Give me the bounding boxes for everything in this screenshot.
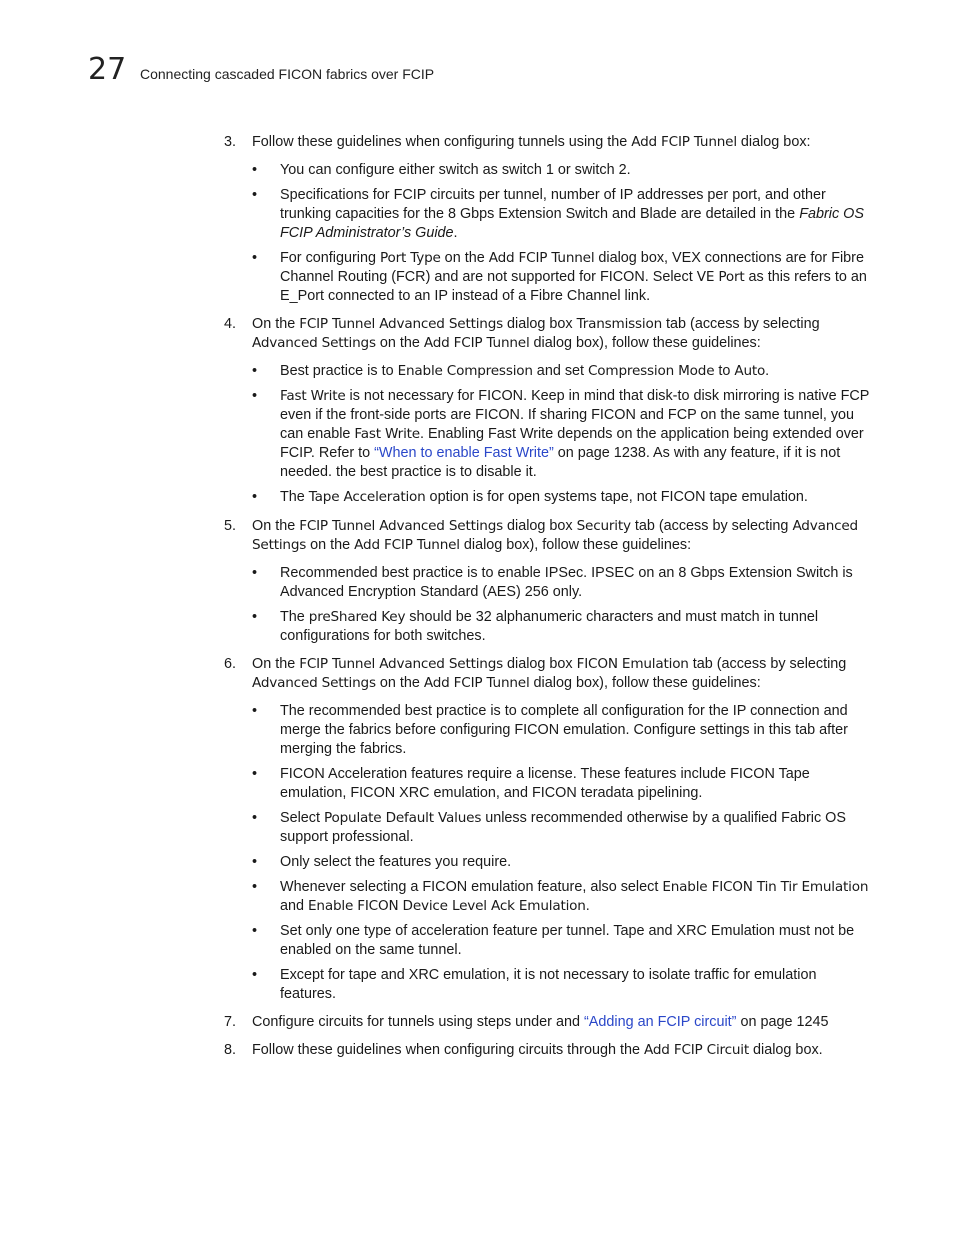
list-item: • Specifications for FCIP circuits per tunnel, number of IP addresses per port, and other trunking capacities for the 8 Gbps Extension Switch and Blade are detailed in the Fabric OS FCIP Administrator’s Guide. — [252, 187, 864, 241]
list-item: • Whenever selecting a FICON emulation feature, also select Enable FICON Tin Tir Emulation and Enable FICON Device Level Ack Emulation. — [252, 879, 869, 914]
bullet-list — [252, 564, 874, 646]
list-item: • Set only one type of acceleration feature per tunnel. Tape and XRC Emulation must not be enabled on the same tunnel. — [252, 923, 855, 958]
list-item: • For configuring Port Type on the Add FCIP Tunnel dialog box, VEX connections are for Fibre Channel Routing (FCR) and are not supported for FICON. Select VE Port as this refers to an E_Port connected to an IP instead of a Fibre Channel link. — [252, 250, 867, 304]
running-head: Connecting cascaded FICON fabrics over FCIP — [140, 66, 435, 82]
list-item: • You can configure either switch as switch 1 or switch 2. — [252, 162, 631, 178]
step-8: 8. Follow these guidelines when configuring circuits through the Add FCIP Circuit dialog box. — [224, 1042, 823, 1058]
list-item: • The recommended best practice is to complete all configuration for the IP connection and merge the fabrics before configuring FICON emulation. Configure settings in this tab after merging the fabrics. — [252, 703, 848, 757]
list-item: • Only select the features you require. — [252, 854, 512, 870]
list-item: • The Tape Acceleration option is for open systems tape, not FICON tape emulation. — [252, 489, 808, 505]
step-number: 3. — [224, 134, 237, 150]
list-item: • Select Populate Default Values unless recommended otherwise by a qualified Fabric OS support professional. — [252, 810, 846, 845]
step-number: 4. — [224, 316, 237, 332]
xref-link[interactable]: “Adding an FCIP circuit” — [583, 1014, 737, 1030]
chapter-number: 27 — [88, 52, 127, 87]
list-item: • Except for tape and XRC emulation, it is not necessary to isolate traffic for emulation features. — [252, 967, 817, 1002]
step-4: 4. On the FCIP Tunnel Advanced Settings dialog box Transmission tab (access by selecting Advanced Settings on the Add FCIP Tunnel dialog box), follow these guidelines: — [224, 316, 820, 351]
step-number: 5. — [224, 518, 237, 534]
step-5: 5. On the FCIP Tunnel Advanced Settings dialog box Security tab (access by selecting Advanced Settings on the Add FCIP Tunnel dialog box), follow these guidelines: — [224, 518, 858, 553]
step-number: 8. — [224, 1042, 237, 1058]
step-3: 3. Follow these guidelines when configuring tunnels using the Add FCIP Tunnel dialog box: — [224, 134, 811, 150]
step-number: 7. — [224, 1014, 237, 1030]
bullet-list — [252, 161, 874, 306]
bullet-list — [252, 702, 874, 1004]
list-item: • Fast Write is not necessary for FICON. Keep in mind that disk-to disk mirroring is native FCP even if the front-side ports are FICON. If sharing FICON and FCP on the same tunnel, you can enable Fast Write. Enabling Fast Write depends on the application being extended over FCIP. Refer to “When to enable Fast Write” on page 1238. As with any feature, if it is not needed. the best practice is to disable it. — [252, 388, 870, 480]
xref-link[interactable]: “When to enable Fast Write” — [374, 445, 554, 461]
step-7: 7. Configure circuits for tunnels using steps under and “Adding an FCIP circuit” on page 1245 — [224, 1014, 829, 1030]
bullet-list — [252, 362, 874, 507]
step-6: 6. On the FCIP Tunnel Advanced Settings dialog box FICON Emulation tab (access by selecting Advanced Settings on the Add FCIP Tunnel dialog box), follow these guidelines: — [224, 656, 847, 691]
list-item: • The preShared Key should be 32 alphanumeric characters and must match in tunnel configurations for both switches. — [252, 609, 819, 644]
step-number: 6. — [224, 656, 237, 672]
main-content — [224, 133, 874, 1060]
list-item: • Best practice is to Enable Compression and set Compression Mode to Auto. — [252, 363, 770, 379]
list-item: • FICON Acceleration features require a license. These features include FICON Tape emulation, FICON XRC emulation, and FICON teradata pipelining. — [252, 766, 810, 801]
ui-term: Add FCIP Tunnel — [631, 134, 737, 150]
list-item: • Recommended best practice is to enable IPSec. IPSEC on an 8 Gbps Extension Switch is Advanced Encryption Standard (AES) 256 only. — [252, 565, 853, 600]
